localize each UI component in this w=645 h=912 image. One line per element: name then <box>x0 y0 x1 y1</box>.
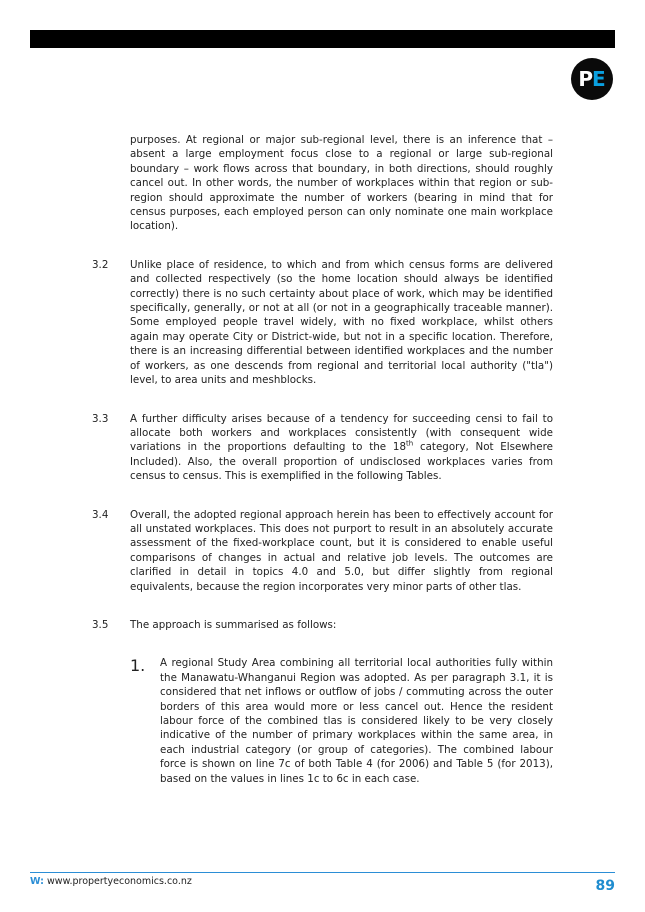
paragraph-text: Overall, the adopted regional approach herein has been to effectively account for all unstated workplaces. This does not purport to result in an absolutely accurate assessment of the fixed-workplace count, but it is considered to enable useful comparisons of changes in actual and relative job levels. The outcomes are clarified in detail in topics 4.0 and 5.0, but differ slightly from regional equivalents, because the region incorporates very minor parts of other tlas. <box>130 508 553 593</box>
list-item <box>130 656 553 786</box>
continuation-paragraph: purposes. At regional or major sub-regional level, there is an inference that – absent a large employment focus close to a regional or large sub-regional boundary – work flows across that boundary, in both directions, should roughly cancel out. In other words, the number of workplaces within that region or sub-region should approximate the number of workers (bearing in mind that for census purposes, each employed person can only nominate one main workplace location). <box>130 134 553 233</box>
logo-letter-e: E <box>592 67 606 91</box>
paragraph-number: 3.4 <box>92 508 109 521</box>
paragraph-text-part-b: category, Not Elsewhere Included). Also, the overall proportion of undisclosed workplaces varies from census to census. This is exemplified in the following Tables. <box>130 441 553 483</box>
paragraph-text: The approach is summarised as follows: <box>130 618 337 631</box>
list-item-text: A regional Study Area combining all territorial local authorities fully within the Manawatu-Whanganui Region was adopted. As per paragraph 3.1, it is considered that net inflows or outflow of jobs / commuting across the outer borders of this area would more or less cancel out. Hence the resident labour force of the combined tlas is considered likely to be very closely indicative of the number of primary workplaces within the same area, in each industrial category (or group of categories). The combined labour force is shown on line 7c of both Table 4 (for 2006) and Table 5 (for 2013), based on the values in lines 1c to 6c in each case. <box>160 657 553 785</box>
list-item-number: 1. <box>130 656 146 676</box>
header-bar <box>30 30 615 48</box>
paragraph-number: 3.2 <box>92 258 109 271</box>
paragraph-3-2 <box>92 258 553 388</box>
paragraph-text <box>130 412 553 484</box>
paragraph-text-part-a: A further difficulty arises because of a tendency for succeeding censi to fail to allocate both workers and workplaces consistently (with consequent wide variations in the proportions defaulting to the 18 <box>130 412 553 454</box>
footer-w-label: W: <box>30 876 44 887</box>
paragraph-number: 3.3 <box>92 412 109 425</box>
logo-letter-p: P <box>578 67 592 91</box>
paragraph-3-3 <box>92 412 553 484</box>
footer-divider <box>30 872 615 873</box>
website-link[interactable]: www.propertyeconomics.co.nz <box>47 876 192 887</box>
ordinal-suffix: th <box>406 439 414 448</box>
page-number: 89 <box>595 878 615 894</box>
paragraph-number: 3.5 <box>92 618 109 631</box>
paragraph-3-4 <box>92 508 553 594</box>
footer-website <box>30 876 192 887</box>
paragraph-3-5 <box>92 618 553 632</box>
company-logo <box>571 58 613 100</box>
document-body <box>0 133 645 786</box>
paragraph-text: Unlike place of residence, to which and from which census forms are delivered and collected respectively (so the home location should always be identified correctly) there is no such certainty about place of work, which may be identified specifically, generally, or not at all (or not in a geographically traceable manner). Some employed people travel widely, with no fixed workplace, whilst others again may operate City or District-wide, but not in a specific location. Therefore, there is an increasing differential between identified workplaces and the number of workers, as one descends from regional and territorial local authority ("tla") level, to area units and meshblocks. <box>130 258 553 387</box>
